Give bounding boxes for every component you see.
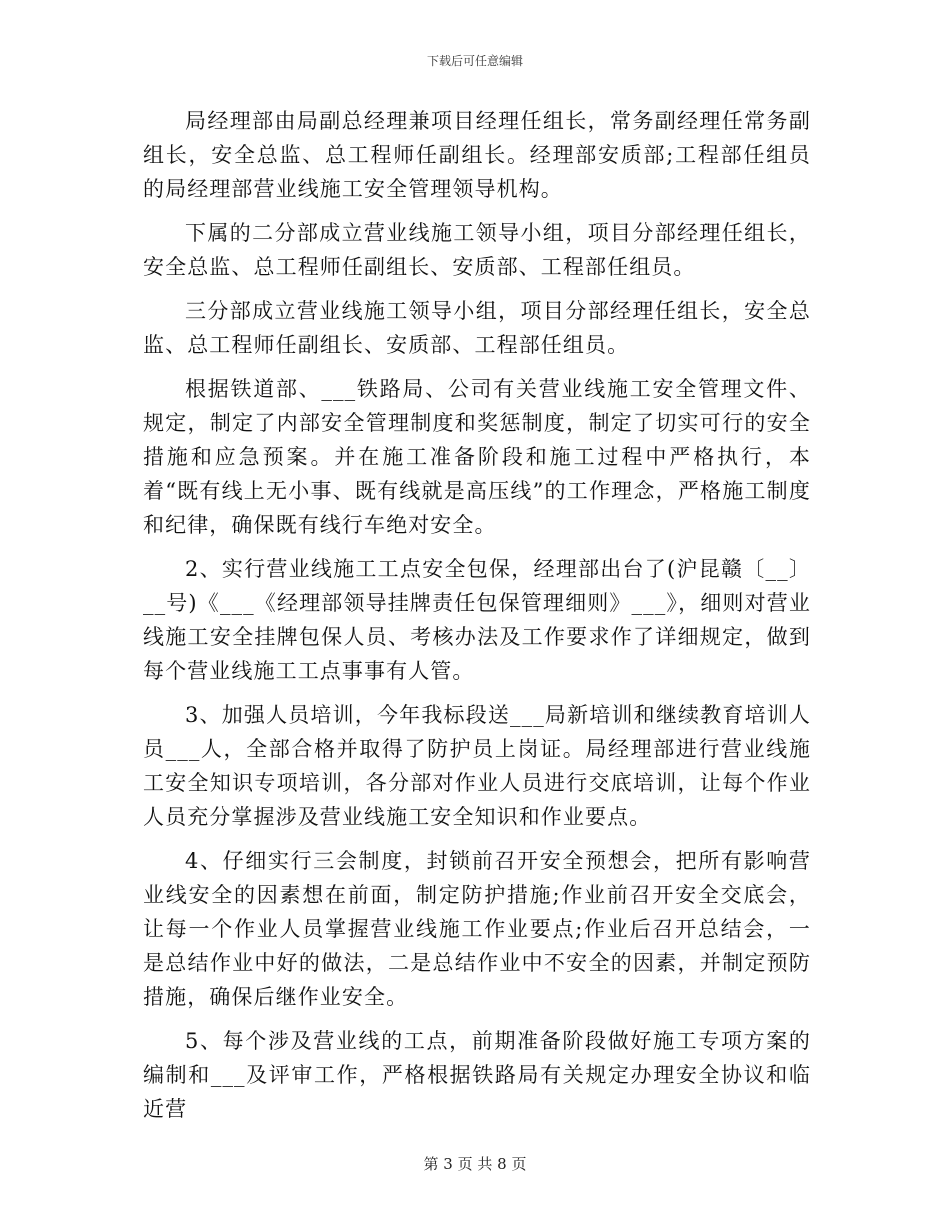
document-body [143, 104, 811, 1136]
paragraph-regulations: 根据铁道部、___铁路局、公司有关营业线施工安全管理文件、规定，制定了内部安全管理制度和奖惩制度，制定了切实可行的安全措施和应急预案。并在施工准备阶段和施工过程中严格执行，本着“既有线上无小事、既有线就是高压线”的工作理念，严格施工制度和纪律，确保既有线行车绝对安全。 [143, 377, 811, 537]
page-number-footer: 第 3 页 共 8 页 [423, 1155, 527, 1173]
paragraph-item-4: 4、仔细实行三会制度，封锁前召开安全预想会，把所有影响营业线安全的因素想在前面，制定防护措施;作业前召开安全交底会，让每一个作业人员掌握营业线施工作业要点;作业后召开总结会，一是总结作业中好的做法，二是总结作业中不安全的因素，并制定预防措施，确保后继作业安全。 [143, 849, 811, 1009]
paragraph-second-subdivision: 下属的二分部成立营业线施工领导小组，项目分部经理任组长，安全总监、总工程师任副组长、安质部、工程部任组员。 [143, 221, 811, 279]
paragraph-item-2: 2、实行营业线施工工点安全包保，经理部出台了(沪昆赣〔__〕__号)《___《经理部领导挂牌责任包保管理细则》___》，细则对营业线施工安全挂牌包保人员、考核办法及工作要求作了详细规定，做到每个营业线施工工点事事有人管。 [143, 557, 811, 683]
paragraph-leadership-structure: 局经理部由局副总经理兼项目经理任组长，常务副经理任常务副组长，安全总监、总工程师任副组长。经理部安质部;工程部任组员的局经理部营业线施工安全管理领导机构。 [143, 109, 811, 201]
paragraph-item-3: 3、加强人员培训，今年我标段送___局新培训和继续教育培训人员___人，全部合格并取得了防护员上岗证。局经理部进行营业线施工安全知识专项培训，各分部对作业人员进行交底培训，让每个作业人员充分掌握涉及营业线施工安全知识和作业要点。 [143, 703, 811, 829]
page-header-note: 下载后可任意编辑 [426, 54, 523, 68]
paragraph-third-subdivision: 三分部成立营业线施工领导小组，项目分部经理任组长，安全总监、总工程师任副组长、安质部、工程部任组员。 [143, 299, 811, 357]
paragraph-item-5: 5、每个涉及营业线的工点，前期准备阶段做好施工专项方案的编制和___及评审工作，严格根据铁路局有关规定办理安全协议和临近营 [143, 1029, 811, 1121]
